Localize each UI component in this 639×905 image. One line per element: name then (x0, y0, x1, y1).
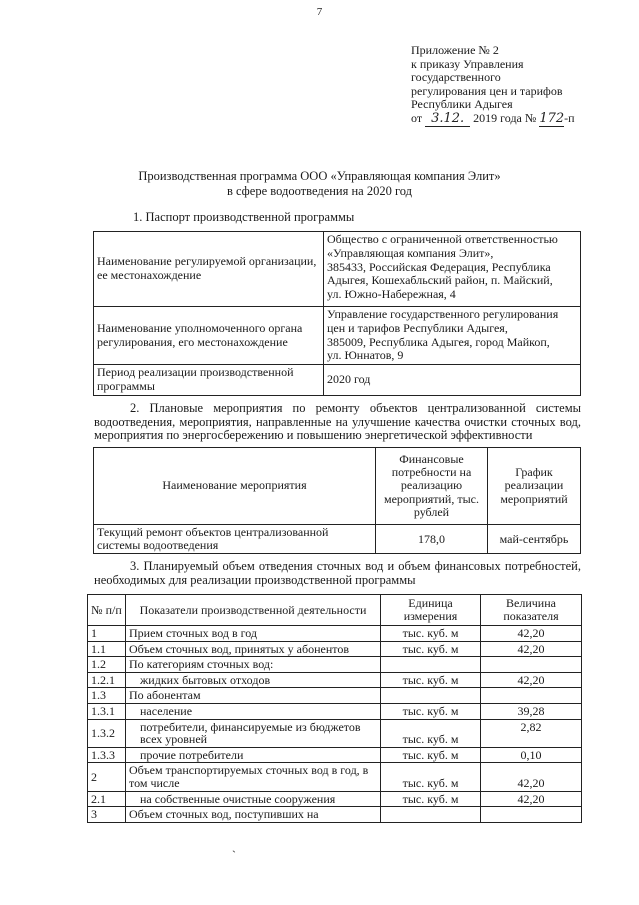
row-value: 42,20 (481, 626, 582, 642)
table-header-row (88, 595, 582, 626)
row-value (481, 657, 582, 673)
row-value: 0,10 (481, 747, 582, 763)
date-mid: 2019 года № (473, 110, 537, 125)
row-unit (381, 807, 481, 823)
table-row (88, 688, 582, 704)
row-unit: тыс. куб. м (381, 791, 481, 807)
scan-mark: ` (232, 848, 236, 862)
row-indicator: на собственные очистные сооружения (126, 791, 381, 807)
date-prefix: от (411, 110, 423, 125)
row-indicator: потребители, финансируемые из бюджетов всех уровней (126, 719, 381, 747)
appendix-line: к приказу Управления (411, 56, 524, 71)
passport-label: Наименование регулируемой организации, ее местонахождение (94, 232, 324, 307)
row-indicator: Объем транспортируемых сточных вод в год, в том числе (126, 763, 381, 791)
appendix-line: государственного (411, 70, 501, 84)
section2-paragraph (94, 402, 581, 443)
row-num: 1.3.2 (88, 719, 126, 747)
value-line: Общество с ограниченной ответственностью (327, 232, 558, 246)
row-indicator: жидких бытовых отходов (126, 672, 381, 688)
measure-schedule: май-сентябрь (488, 525, 581, 554)
row-num: 1.2 (88, 657, 126, 673)
row-value: 2,82 (481, 719, 582, 747)
row-unit: тыс. куб. м (381, 703, 481, 719)
value-line: Управление государственного регулирования (327, 307, 559, 321)
paragraph-text: 2. Плановые мероприятия по ремонту объектов централизованной системы водоотведения, мероприятия, направленные на улучшение качества очистки сточных вод, мероприятия по энергосбережению и повышению энергетической эффективности (94, 401, 581, 442)
row-value: 39,28 (481, 703, 582, 719)
table-row (88, 747, 582, 763)
passport-value (324, 307, 581, 365)
header-cell: Единица измерения (381, 595, 481, 626)
passport-table (93, 231, 581, 396)
row-unit (381, 688, 481, 704)
number-suffix: -п (564, 110, 575, 125)
row-unit: тыс. куб. м (381, 763, 481, 791)
table-row (88, 791, 582, 807)
table-row (88, 719, 582, 747)
section3-paragraph (94, 560, 581, 587)
row-num: 1.2.1 (88, 672, 126, 688)
table-row (94, 365, 581, 396)
value-line: 385009, Республика Адыгея, город Майкоп, (327, 334, 550, 349)
appendix-line: Республики Адыгея (411, 97, 513, 111)
row-indicator: население (126, 703, 381, 719)
row-num: 3 (88, 807, 126, 823)
table-row (88, 657, 582, 673)
value-line: ул. Юннатов, 9 (327, 348, 404, 363)
row-indicator: По категориям сточных вод: (126, 657, 381, 673)
row-value: 42,20 (481, 641, 582, 657)
row-value: 42,20 (481, 763, 582, 791)
row-num: 2.1 (88, 791, 126, 807)
header-cell: Показатели производственной деятельности (126, 595, 381, 626)
header-cell: Величина показателя (481, 595, 582, 626)
page-number: 7 (316, 6, 323, 18)
row-value (481, 807, 582, 823)
row-num: 1.3.3 (88, 747, 126, 763)
header-cell: График реализации мероприятий (488, 448, 581, 525)
title-line: Производственная программа ООО «Управляющая компания Элит» (138, 169, 501, 183)
handwritten-date: 3.12. (425, 111, 470, 127)
passport-label: Наименование уполномоченного органа регулирования, его местонахождение (94, 307, 324, 365)
row-indicator: прочие потребители (126, 747, 381, 763)
table-row (88, 672, 582, 688)
table-row (88, 703, 582, 719)
row-unit: тыс. куб. м (381, 672, 481, 688)
table-row (88, 763, 582, 791)
row-indicator: Прием сточных вод в год (126, 626, 381, 642)
appendix-line: Приложение № 2 (411, 43, 499, 57)
row-unit: тыс. куб. м (381, 626, 481, 642)
value-line: ул. Южно-Набережная, 4 (327, 287, 456, 302)
header-cell: Финансовые потребности на реализацию мероприятий, тыс. рублей (376, 448, 488, 525)
handwritten-order-number: 172 (539, 110, 565, 126)
row-unit (381, 657, 481, 673)
table-row (94, 525, 581, 554)
indicators-table (87, 594, 582, 823)
section1-heading: 1. Паспорт производственной программы (133, 210, 355, 224)
row-num: 1 (88, 626, 126, 642)
document-title (0, 169, 639, 198)
header-cell: № п/п (88, 595, 126, 626)
passport-value (324, 232, 581, 307)
passport-value: 2020 год (324, 365, 581, 396)
row-num: 2 (88, 763, 126, 791)
table-row (88, 626, 582, 642)
row-indicator: Объем сточных вод, принятых у абонентов (126, 641, 381, 657)
table-row (88, 641, 582, 657)
header-cell: Наименование мероприятия (94, 448, 376, 525)
measures-table (93, 447, 581, 554)
appendix-header (411, 44, 631, 125)
row-num: 1.3 (88, 688, 126, 704)
row-indicator: По абонентам (126, 688, 381, 704)
paragraph-text: 3. Планируемый объем отведения сточных вод и объем финансовых потребностей, необходимых для реализации производственной программы (94, 559, 581, 587)
title-line: в сфере водоотведения на 2020 год (226, 183, 413, 198)
table-row (88, 807, 582, 823)
row-num: 1.3.1 (88, 703, 126, 719)
value-line: «Управляющая компания Элит», (327, 245, 494, 260)
table-row (94, 232, 581, 307)
row-unit: тыс. куб. м (381, 747, 481, 763)
measure-finance: 178,0 (376, 525, 488, 554)
appendix-line: регулирования цен и тарифов (411, 83, 563, 98)
value-line: Адыгея, Кошехабльский район, п. Майский, (327, 273, 553, 288)
row-value (481, 688, 582, 704)
row-unit: тыс. куб. м (381, 719, 481, 747)
measure-name: Текущий ремонт объектов централизованной системы водоотведения (94, 525, 376, 554)
row-unit: тыс. куб. м (381, 641, 481, 657)
value-line: цен и тарифов Республики Адыгея, (327, 320, 508, 335)
table-row (94, 307, 581, 365)
table-header-row (94, 448, 581, 525)
passport-label: Период реализации производственной программы (94, 365, 324, 396)
row-indicator: Объем сточных вод, поступивших на (126, 807, 381, 823)
row-value: 42,20 (481, 791, 582, 807)
value-line: 385433, Российская Федерация, Республика (327, 259, 551, 274)
row-value: 42,20 (481, 672, 582, 688)
appendix-date-line (411, 112, 631, 126)
row-num: 1.1 (88, 641, 126, 657)
